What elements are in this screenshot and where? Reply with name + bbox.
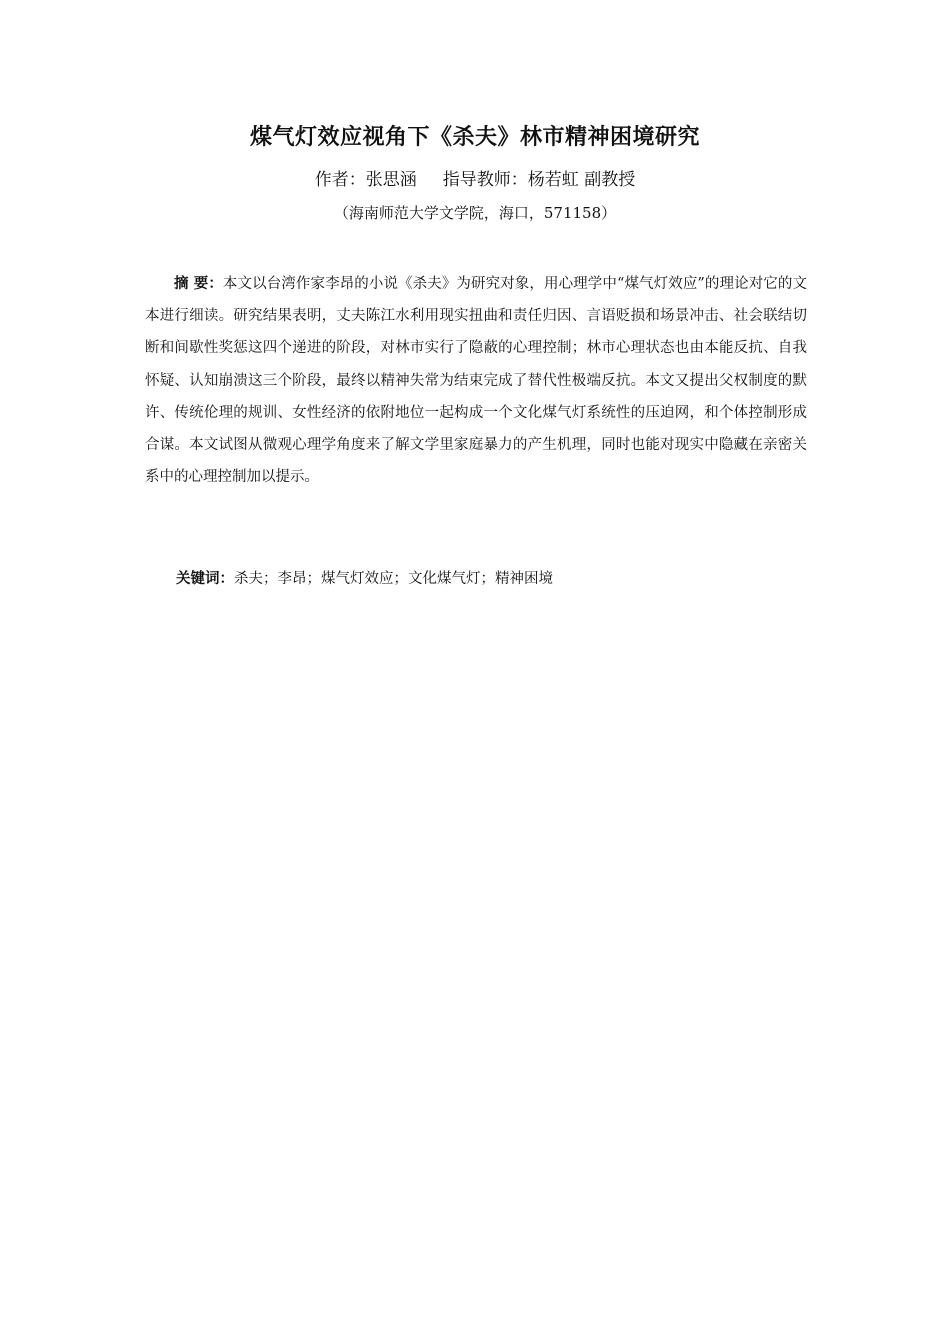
paper-title: 煤气灯效应视角下《杀夫》林市精神困境研究 <box>249 124 700 150</box>
author-line <box>0 165 950 190</box>
affiliation: （海南师范大学文学院，海口，571158） <box>333 204 617 222</box>
advisor-label: 指导教师： <box>442 170 528 190</box>
keywords-line <box>176 565 816 593</box>
author-label: 作者： <box>314 170 366 190</box>
advisor-name: 杨若虹 副教授 <box>527 170 636 190</box>
keywords-text: 杀夫；李昂；煤气灯效应；文化煤气灯；精神困境 <box>234 571 553 587</box>
abstract-paragraph <box>145 268 807 493</box>
author-name: 张思涵 <box>365 170 417 190</box>
abstract-text: 本文以台湾作家李昂的小说《杀夫》为研究对象，用心理学中“煤气灯效应”的理论对它的文本进行细读。研究结果表明，丈夫陈江水利用现实扭曲和责任归因、言语贬损和场景冲击、社会联结切断和间歇性奖惩这四个递进的阶段，对林市实行了隐蔽的心理控制；林市心理状态也由本能反抗、自我怀疑、认知崩溃这三个阶段，最终以精神失常为结束完成了替代性极端反抗。本文又提出父权制度的默许、传统伦理的规训、女性经济的依附地位一起构成一个文化煤气灯系统性的压迫网，和个体控制形成合谋。本文试图从微观心理学角度来了解文学里家庭暴力的产生机理，同时也能对现实中隐藏在亲密关系中的心理控制加以提示。 <box>145 276 807 486</box>
abstract-label: 摘 要： <box>174 276 223 292</box>
keywords-label: 关键词： <box>176 571 234 587</box>
